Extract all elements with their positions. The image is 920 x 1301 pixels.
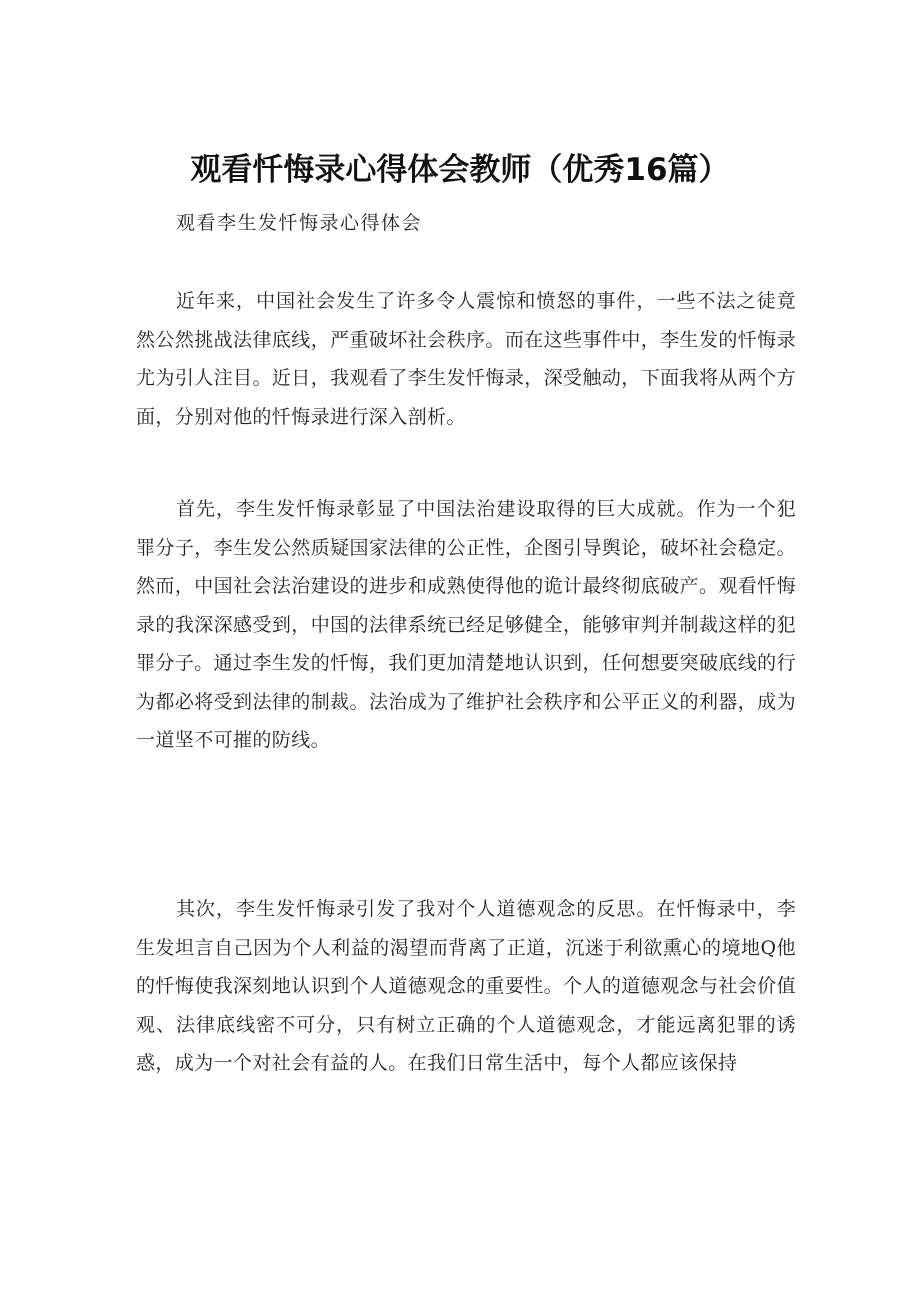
paragraph-3: 其次，李生发忏悔录引发了我对个人道德观念的反思。在忏悔录中，李生发坦言自己因为个人利益的渴望而背离了正道，沉迷于利欲熏心的境地Q他的忏悔使我深刻地认识到个人道德观念的重要性。个人的道德观念与社会价值观、法律底线密不可分，只有树立正确的个人道德观念，才能远离犯罪的诱惑，成为一个对社会有益的人。在我们日常生活中，每个人都应该保持 <box>136 898 796 1074</box>
paragraph-1: 近年来，中国社会发生了许多令人震惊和愤怒的事件，一些不法之徒竟然公然挑战法律底线，严重破坏社会秩序。而在这些事件中，李生发的忏悔录尤为引人注目。近日，我观看了李生发忏悔录，深受触动，下面我将从两个方面，分别对他的忏悔录进行深入剖析。 <box>136 290 796 428</box>
document-title: 观看忏悔录心得体会教师（优秀16篇） <box>190 151 730 188</box>
paragraph-2: 首先，李生发忏悔录彰显了中国法治建设取得的巨大成就。作为一个犯罪分子，李生发公然质疑国家法律的公正性，企图引导舆论，破坏社会稳定。然而，中国社会法治建设的进步和成熟使得他的诡计最终彻底破产。观看忏悔录的我深深感受到，中国的法律系统已经足够健全，能够审判并制裁这样的犯罪分子。通过李生发的忏悔，我们更加清楚地认识到，任何想要突破底线的行为都必将受到法律的制裁。法治成为了维护社会秩序和公平正义的利器，成为一道坚不可摧的防线。 <box>136 498 796 751</box>
document-subtitle: 观看李生发忏悔录心得体会 <box>176 212 423 234</box>
